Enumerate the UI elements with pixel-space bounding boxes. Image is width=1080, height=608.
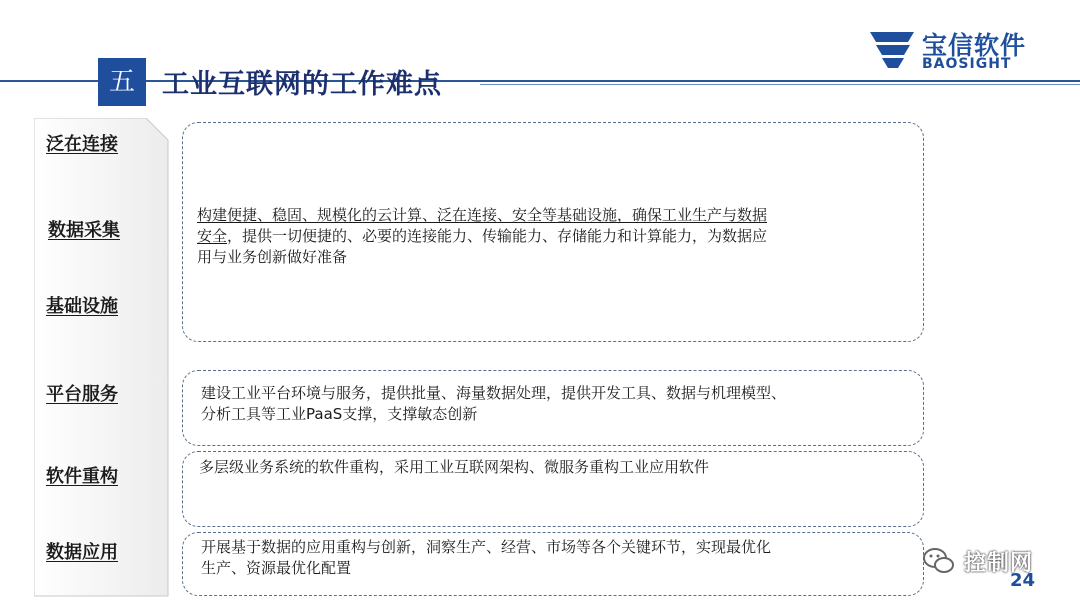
page-number: 24 xyxy=(1010,570,1036,591)
box1-line1: 构建便捷、稳固、规模化的云计算、泛在连接、安全等基础设施，确保工业生产与数据 xyxy=(197,206,768,224)
sidebar-item-data-collection: 数据采集 xyxy=(48,220,120,241)
sidebar-item-software-restructuring: 软件重构 xyxy=(46,466,118,487)
platform-services-description-box xyxy=(182,370,924,446)
sidebar-item-ubiquitous-connection: 泛在连接 xyxy=(46,134,118,155)
sidebar-item-infrastructure: 基础设施 xyxy=(46,296,118,317)
sidebar-item-platform-services: 平台服务 xyxy=(46,384,118,405)
box2-line1: 建设工业平台环境与服务，提供批量、海量数据处理，提供开发工具、数据与机理模型、 xyxy=(201,384,787,402)
box2-line2: 分析工具等工业PaaS支撑，支撑敏态创新 xyxy=(201,405,478,423)
box1-line3: 用与业务创新做好准备 xyxy=(197,248,348,266)
baosight-logo-icon xyxy=(868,28,916,68)
logo-name-en: BAOSIGHT xyxy=(922,56,1012,72)
data-application-description-text xyxy=(201,537,911,579)
platform-services-description-text xyxy=(201,383,911,425)
section-number-badge: 五 xyxy=(98,58,146,106)
box4-line1: 开展基于数据的应用重构与创新，洞察生产、经营、市场等各个关键环节，实现最优化 xyxy=(201,538,772,556)
watermark-text: 控制网 xyxy=(964,551,1034,576)
box1-line2: ，提供一切便捷的、必要的连接能力、传输能力、存储能力和计算能力，为数据应 xyxy=(227,227,768,245)
left-category-panel xyxy=(34,118,170,598)
infrastructure-description-box xyxy=(182,122,924,342)
box1-line2-underlined: 安全 xyxy=(197,227,228,245)
software-restructuring-description-text: 多层级业务系统的软件重构，采用工业互联网架构、微服务重构工业应用软件 xyxy=(199,458,710,476)
logo-name-cn: 宝信软件 xyxy=(922,31,1027,60)
wechat-icon xyxy=(922,546,956,576)
page-title: 工业互联网的工作难点 xyxy=(162,69,442,100)
header-rule-secondary xyxy=(480,84,1080,85)
left-panel-shape xyxy=(34,118,170,598)
box4-line2: 生产、资源最优化配置 xyxy=(201,559,352,577)
data-application-description-box xyxy=(182,532,924,596)
infrastructure-description-text xyxy=(197,205,907,268)
software-restructuring-description-box xyxy=(182,451,924,527)
sidebar-item-data-application: 数据应用 xyxy=(46,542,118,563)
watermark xyxy=(922,542,1062,582)
company-logo xyxy=(868,26,1048,76)
